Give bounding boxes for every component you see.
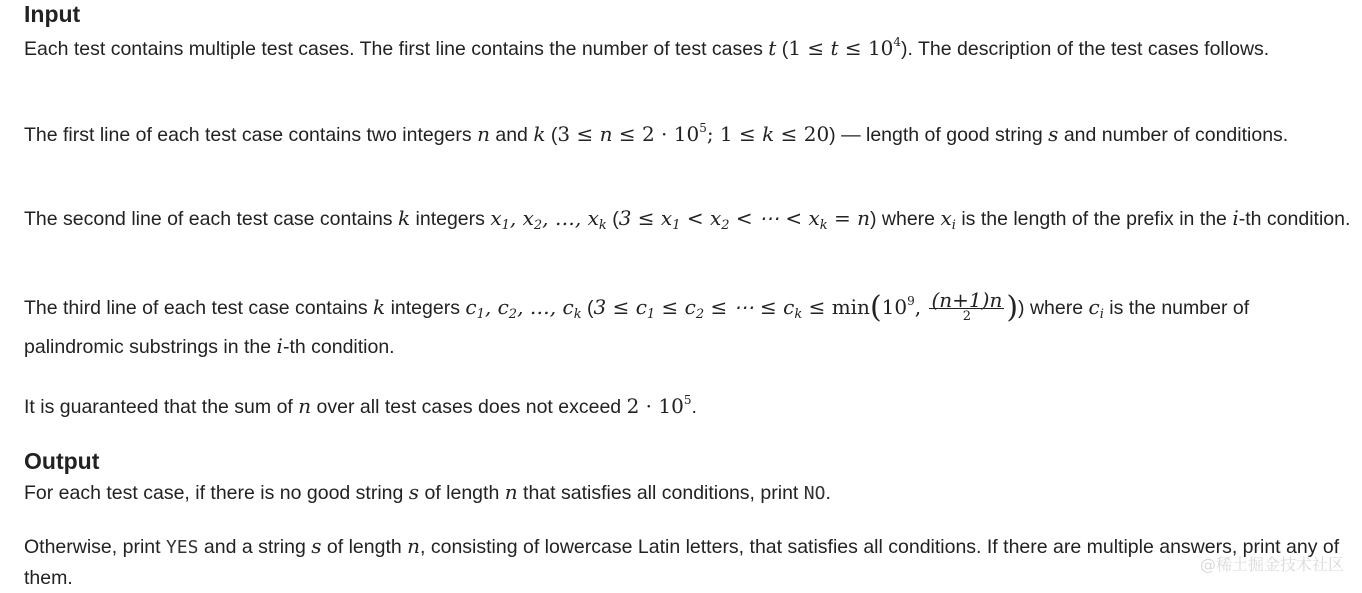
input-paragraph-2: The first line of each test case contains two integers n and k ($3 \le n \le 2 \cdot 10^5$; 1 ≤ k ≤ 20) — length of good string s and number of conditions.	[24, 121, 1289, 146]
output-paragraph-1: For each test case, if there is no good string s of length n that satisfies all conditions, print NO.	[24, 480, 831, 504]
code-yes: YES	[165, 537, 199, 558]
math-x-constraint: $3 \le x_1 < x_2$ < ⋯ < $x_k = n$	[618, 206, 870, 233]
math-sum-bound: $2 \cdot 10^5$	[626, 393, 692, 418]
fraction: $\frac{(n+1)n}{2}$	[931, 288, 1003, 325]
var-k: k	[533, 122, 546, 146]
input-paragraph-4: The third line of each test case contains k integers $c_1$, $c_2$, …, $c_k$ ($3 \le c_1 \le c_2$ ≤ ⋯ ≤ $c_k \le \min(10^9$, $\frac{(n+1)n}{2}$ )) where $c_i$ is the number of palindromic substrings in the i-th condition.	[24, 288, 1250, 358]
output-paragraph-2: Otherwise, print YES and a string s of length n, consisting of lowercase Latin letters, that satisfies all conditions. If there are multiple answers, print any of them.	[24, 534, 1340, 589]
math-constraint-t: $1 \le t \le 10^4$	[788, 35, 902, 60]
left-paren: (	[869, 290, 882, 325]
var-t: t	[768, 36, 777, 60]
right-paren: )	[1006, 290, 1019, 325]
input-paragraph-5: It is guaranteed that the sum of n over all test cases does not exceed $2 \cdot 10^5$.	[24, 393, 697, 418]
var-n: n	[477, 122, 490, 146]
math-c-list: $c_1$, $c_2$, …, $c_k$	[465, 295, 582, 322]
input-paragraph-1: Each test contains multiple test cases. The first line contains the number of test cases t $(1 \le t \le 10^4)$. The description of the test cases follows.	[24, 35, 1270, 60]
site-watermark: @稀土掘金技术社区	[1199, 555, 1344, 574]
var-s: s	[1048, 122, 1059, 146]
math-x-list: $x_1$, $x_2$, …, $x_k$	[490, 206, 607, 233]
math-constraint-n-k: $3 \le n \le 2 \cdot 10^5$; 1 ≤ k ≤ 20	[557, 121, 830, 146]
input-section-title: Input	[24, 1, 81, 27]
input-paragraph-3: The second line of each test case contains k integers $x_1$, $x_2$, …, $x_k$ ($3 \le x_1 < x_2$ < ⋯ < $x_k = n$) where $x_i$ is the length of the prefix in the i-th condition.	[24, 206, 1351, 233]
math-c-constraint: $3 \le c_1 \le c_2$ ≤ ⋯ ≤ $c_k \le \min$	[593, 295, 870, 322]
output-section-title: Output	[24, 448, 100, 474]
code-no: NO	[803, 483, 826, 504]
